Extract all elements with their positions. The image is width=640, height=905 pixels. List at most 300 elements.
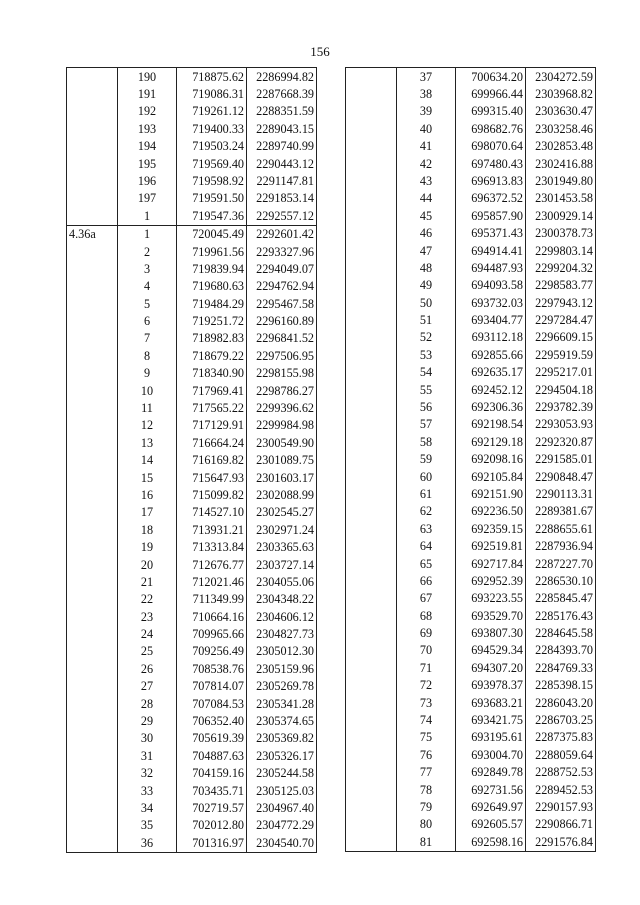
y-coordinate-cell: 2286994.82 <box>247 68 317 86</box>
point-number-cell: 58 <box>397 433 456 450</box>
table-row <box>346 503 596 520</box>
table-row <box>346 659 596 676</box>
y-coordinate-cell: 2305269.78 <box>247 678 317 695</box>
object-id-cell <box>346 120 397 137</box>
x-coordinate-cell: 719961.56 <box>177 243 247 260</box>
object-id-cell <box>67 243 118 260</box>
y-coordinate-cell: 2289740.99 <box>247 138 317 155</box>
x-coordinate-cell: 710664.16 <box>177 608 247 625</box>
object-id-cell <box>346 833 397 851</box>
x-coordinate-cell: 719547.36 <box>177 207 247 225</box>
y-coordinate-cell: 2292557.12 <box>247 207 317 225</box>
object-id-cell <box>346 207 397 224</box>
point-number-cell: 30 <box>118 730 177 747</box>
object-id-cell <box>346 155 397 172</box>
x-coordinate-cell: 703435.71 <box>177 782 247 799</box>
x-coordinate-cell: 693223.55 <box>456 590 526 607</box>
table-row <box>67 730 317 747</box>
object-id-cell <box>346 451 397 468</box>
object-id-cell <box>346 520 397 537</box>
y-coordinate-cell: 2303968.82 <box>526 85 596 102</box>
object-id-cell <box>67 85 118 102</box>
y-coordinate-cell: 2295919.59 <box>526 346 596 363</box>
y-coordinate-cell: 2305341.28 <box>247 695 317 712</box>
object-id-cell <box>346 590 397 607</box>
object-id-cell <box>67 504 118 521</box>
x-coordinate-cell: 692649.97 <box>456 798 526 815</box>
y-coordinate-cell: 2305244.58 <box>247 765 317 782</box>
table-row <box>346 572 596 589</box>
point-number-cell: 65 <box>397 555 456 572</box>
y-coordinate-cell: 2305125.03 <box>247 782 317 799</box>
x-coordinate-cell: 692151.90 <box>456 485 526 502</box>
table-row <box>346 677 596 694</box>
y-coordinate-cell: 2304272.59 <box>526 68 596 86</box>
x-coordinate-cell: 693112.18 <box>456 329 526 346</box>
object-id-cell <box>346 468 397 485</box>
y-coordinate-cell: 2305326.17 <box>247 747 317 764</box>
object-id-cell <box>346 311 397 328</box>
y-coordinate-cell: 2304055.06 <box>247 573 317 590</box>
point-number-cell: 191 <box>118 85 177 102</box>
y-coordinate-cell: 2287668.39 <box>247 85 317 102</box>
x-coordinate-cell: 699966.44 <box>456 85 526 102</box>
y-coordinate-cell: 2305012.30 <box>247 643 317 660</box>
y-coordinate-cell: 2293327.96 <box>247 243 317 260</box>
object-id-cell <box>67 678 118 695</box>
object-id-cell <box>67 608 118 625</box>
x-coordinate-cell: 701316.97 <box>177 834 247 852</box>
table-row <box>67 120 317 137</box>
table-row <box>67 695 317 712</box>
x-coordinate-cell: 693004.70 <box>456 746 526 763</box>
object-id-cell <box>346 625 397 642</box>
point-number-cell: 57 <box>397 416 456 433</box>
point-number-cell: 44 <box>397 190 456 207</box>
table-row <box>346 433 596 450</box>
table-row <box>67 521 317 538</box>
table-row <box>346 294 596 311</box>
point-number-cell: 34 <box>118 799 177 816</box>
table-row <box>67 712 317 729</box>
table-row <box>67 103 317 120</box>
x-coordinate-cell: 694093.58 <box>456 277 526 294</box>
object-id-cell <box>67 765 118 782</box>
x-coordinate-cell: 694307.20 <box>456 659 526 676</box>
table-row <box>67 278 317 295</box>
y-coordinate-cell: 2301949.80 <box>526 172 596 189</box>
object-id-cell <box>346 172 397 189</box>
object-id-cell <box>346 503 397 520</box>
point-number-cell: 77 <box>397 764 456 781</box>
object-id-cell <box>67 190 118 207</box>
y-coordinate-cell: 2293053.93 <box>526 416 596 433</box>
table-row <box>346 642 596 659</box>
point-number-cell: 20 <box>118 556 177 573</box>
table-row <box>346 242 596 259</box>
x-coordinate-cell: 693421.75 <box>456 711 526 728</box>
object-id-cell <box>346 572 397 589</box>
table-row <box>67 347 317 364</box>
y-coordinate-cell: 2284645.58 <box>526 625 596 642</box>
point-number-cell: 64 <box>397 538 456 555</box>
x-coordinate-cell: 708538.76 <box>177 660 247 677</box>
point-number-cell: 35 <box>118 817 177 834</box>
point-number-cell: 11 <box>118 399 177 416</box>
table-row <box>346 329 596 346</box>
y-coordinate-cell: 2291576.84 <box>526 833 596 851</box>
x-coordinate-cell: 692306.36 <box>456 398 526 415</box>
y-coordinate-cell: 2299396.62 <box>247 399 317 416</box>
y-coordinate-cell: 2295467.58 <box>247 295 317 312</box>
x-coordinate-cell: 719839.94 <box>177 260 247 277</box>
table-row <box>67 556 317 573</box>
object-id-cell <box>346 103 397 120</box>
object-id-cell <box>346 277 397 294</box>
object-id-cell <box>67 207 118 225</box>
point-number-cell: 62 <box>397 503 456 520</box>
object-id-cell <box>346 225 397 242</box>
object-id-cell <box>67 730 118 747</box>
x-coordinate-cell: 711349.99 <box>177 591 247 608</box>
point-number-cell: 53 <box>397 346 456 363</box>
y-coordinate-cell: 2285845.47 <box>526 590 596 607</box>
object-id-cell <box>67 712 118 729</box>
object-id-cell <box>67 417 118 434</box>
table-row <box>346 259 596 276</box>
x-coordinate-cell: 692452.12 <box>456 381 526 398</box>
object-id-cell <box>67 782 118 799</box>
point-number-cell: 36 <box>118 834 177 852</box>
point-number-cell: 22 <box>118 591 177 608</box>
object-id-cell <box>67 382 118 399</box>
table-row <box>346 468 596 485</box>
point-number-cell: 193 <box>118 120 177 137</box>
table-row <box>67 243 317 260</box>
object-id-cell <box>346 694 397 711</box>
object-id-cell <box>67 155 118 172</box>
object-id-cell <box>346 642 397 659</box>
y-coordinate-cell: 2299803.14 <box>526 242 596 259</box>
x-coordinate-cell: 693195.61 <box>456 729 526 746</box>
object-id-cell <box>67 138 118 155</box>
y-coordinate-cell: 2288351.59 <box>247 103 317 120</box>
y-coordinate-cell: 2302545.27 <box>247 504 317 521</box>
y-coordinate-cell: 2297284.47 <box>526 311 596 328</box>
y-coordinate-cell: 2288059.64 <box>526 746 596 763</box>
point-number-cell: 2 <box>118 243 177 260</box>
x-coordinate-cell: 716664.24 <box>177 434 247 451</box>
object-id-cell <box>346 190 397 207</box>
y-coordinate-cell: 2287936.94 <box>526 538 596 555</box>
table-row <box>346 416 596 433</box>
x-coordinate-cell: 718982.83 <box>177 330 247 347</box>
point-number-cell: 69 <box>397 625 456 642</box>
object-id-cell <box>346 381 397 398</box>
x-coordinate-cell: 718875.62 <box>177 68 247 86</box>
object-id-cell <box>67 452 118 469</box>
x-coordinate-cell: 715647.93 <box>177 469 247 486</box>
object-id-cell <box>67 834 118 852</box>
point-number-cell: 45 <box>397 207 456 224</box>
x-coordinate-cell: 694914.41 <box>456 242 526 259</box>
x-coordinate-cell: 707814.07 <box>177 678 247 695</box>
object-id-cell <box>67 434 118 451</box>
point-number-cell: 37 <box>397 68 456 86</box>
object-id-cell <box>346 729 397 746</box>
table-row <box>346 833 596 851</box>
point-number-cell: 43 <box>397 172 456 189</box>
object-id-cell <box>346 781 397 798</box>
table-row <box>346 746 596 763</box>
point-number-cell: 8 <box>118 347 177 364</box>
x-coordinate-cell: 717129.91 <box>177 417 247 434</box>
y-coordinate-cell: 2286703.25 <box>526 711 596 728</box>
x-coordinate-cell: 719484.29 <box>177 295 247 312</box>
table-row <box>346 207 596 224</box>
point-number-cell: 195 <box>118 155 177 172</box>
x-coordinate-cell: 718340.90 <box>177 365 247 382</box>
point-number-cell: 47 <box>397 242 456 259</box>
point-number-cell: 194 <box>118 138 177 155</box>
point-number-cell: 63 <box>397 520 456 537</box>
point-number-cell: 42 <box>397 155 456 172</box>
point-number-cell: 76 <box>397 746 456 763</box>
x-coordinate-cell: 702719.57 <box>177 799 247 816</box>
table-row <box>346 451 596 468</box>
x-coordinate-cell: 692359.15 <box>456 520 526 537</box>
x-coordinate-cell: 692236.50 <box>456 503 526 520</box>
point-number-cell: 72 <box>397 677 456 694</box>
y-coordinate-cell: 2305374.65 <box>247 712 317 729</box>
table-row <box>346 190 596 207</box>
table-row <box>67 330 317 347</box>
y-coordinate-cell: 2298155.98 <box>247 365 317 382</box>
point-number-cell: 13 <box>118 434 177 451</box>
point-number-cell: 80 <box>397 816 456 833</box>
x-coordinate-cell: 696913.83 <box>456 172 526 189</box>
table-row <box>346 538 596 555</box>
y-coordinate-cell: 2290157.93 <box>526 798 596 815</box>
table-row <box>67 591 317 608</box>
table-row <box>346 729 596 746</box>
point-number-cell: 1 <box>118 207 177 225</box>
table-row <box>346 398 596 415</box>
page-number: 156 <box>310 44 330 59</box>
y-coordinate-cell: 2289381.67 <box>526 503 596 520</box>
x-coordinate-cell: 692198.54 <box>456 416 526 433</box>
y-coordinate-cell: 2304772.29 <box>247 817 317 834</box>
point-number-cell: 75 <box>397 729 456 746</box>
y-coordinate-cell: 2290443.12 <box>247 155 317 172</box>
point-number-cell: 68 <box>397 607 456 624</box>
object-id-cell <box>346 138 397 155</box>
object-id-cell <box>67 295 118 312</box>
object-id-cell <box>346 416 397 433</box>
x-coordinate-cell: 696372.52 <box>456 190 526 207</box>
x-coordinate-cell: 693529.70 <box>456 607 526 624</box>
object-id-cell <box>346 816 397 833</box>
point-number-cell: 51 <box>397 311 456 328</box>
point-number-cell: 38 <box>397 85 456 102</box>
x-coordinate-cell: 704159.16 <box>177 765 247 782</box>
point-number-cell: 48 <box>397 259 456 276</box>
y-coordinate-cell: 2299984.98 <box>247 417 317 434</box>
object-id-cell <box>67 591 118 608</box>
x-coordinate-cell: 692519.81 <box>456 538 526 555</box>
point-number-cell: 5 <box>118 295 177 312</box>
y-coordinate-cell: 2303258.46 <box>526 120 596 137</box>
table-row <box>67 678 317 695</box>
y-coordinate-cell: 2304540.70 <box>247 834 317 852</box>
point-number-cell: 67 <box>397 590 456 607</box>
y-coordinate-cell: 2300929.14 <box>526 207 596 224</box>
point-number-cell: 79 <box>397 798 456 815</box>
point-number-cell: 70 <box>397 642 456 659</box>
object-id-cell <box>67 573 118 590</box>
y-coordinate-cell: 2294504.18 <box>526 381 596 398</box>
table-row <box>67 486 317 503</box>
table-row <box>67 138 317 155</box>
y-coordinate-cell: 2287375.83 <box>526 729 596 746</box>
object-id-cell <box>67 347 118 364</box>
table-row <box>67 85 317 102</box>
point-number-cell: 15 <box>118 469 177 486</box>
x-coordinate-cell: 714527.10 <box>177 504 247 521</box>
table-row <box>67 782 317 799</box>
point-number-cell: 29 <box>118 712 177 729</box>
table-row <box>346 85 596 102</box>
y-coordinate-cell: 2288752.53 <box>526 764 596 781</box>
x-coordinate-cell: 692129.18 <box>456 433 526 450</box>
table-row <box>67 225 317 243</box>
x-coordinate-cell: 719400.33 <box>177 120 247 137</box>
point-number-cell: 78 <box>397 781 456 798</box>
table-row <box>346 555 596 572</box>
object-id-cell <box>67 747 118 764</box>
y-coordinate-cell: 2293782.39 <box>526 398 596 415</box>
x-coordinate-cell: 707084.53 <box>177 695 247 712</box>
point-number-cell: 192 <box>118 103 177 120</box>
y-coordinate-cell: 2304827.73 <box>247 626 317 643</box>
y-coordinate-cell: 2292320.87 <box>526 433 596 450</box>
object-id-cell <box>346 68 397 86</box>
object-id-cell <box>346 242 397 259</box>
x-coordinate-cell: 692098.16 <box>456 451 526 468</box>
table-row <box>67 207 317 225</box>
table-row <box>346 346 596 363</box>
x-coordinate-cell: 695371.43 <box>456 225 526 242</box>
point-number-cell: 55 <box>397 381 456 398</box>
object-id-cell <box>67 660 118 677</box>
x-coordinate-cell: 693807.30 <box>456 625 526 642</box>
point-number-cell: 40 <box>397 120 456 137</box>
point-number-cell: 73 <box>397 694 456 711</box>
y-coordinate-cell: 2288655.61 <box>526 520 596 537</box>
table-row <box>346 694 596 711</box>
x-coordinate-cell: 719598.92 <box>177 172 247 189</box>
table-row <box>67 417 317 434</box>
x-coordinate-cell: 719086.31 <box>177 85 247 102</box>
y-coordinate-cell: 2291585.01 <box>526 451 596 468</box>
table-row <box>346 364 596 381</box>
y-coordinate-cell: 2305159.96 <box>247 660 317 677</box>
object-id-cell <box>346 677 397 694</box>
object-id-cell <box>67 486 118 503</box>
y-coordinate-cell: 2290866.71 <box>526 816 596 833</box>
point-number-cell: 9 <box>118 365 177 382</box>
x-coordinate-cell: 713931.21 <box>177 521 247 538</box>
object-id-cell: 4.36a <box>67 225 118 243</box>
object-id-cell <box>346 346 397 363</box>
table-row <box>346 138 596 155</box>
object-id-cell <box>67 68 118 86</box>
x-coordinate-cell: 715099.82 <box>177 486 247 503</box>
object-id-cell <box>67 521 118 538</box>
table-row <box>67 68 317 86</box>
table-row <box>346 590 596 607</box>
x-coordinate-cell: 712676.77 <box>177 556 247 573</box>
y-coordinate-cell: 2296609.15 <box>526 329 596 346</box>
y-coordinate-cell: 2303727.14 <box>247 556 317 573</box>
x-coordinate-cell: 704887.63 <box>177 747 247 764</box>
object-id-cell <box>67 312 118 329</box>
x-coordinate-cell: 694487.93 <box>456 259 526 276</box>
table-row <box>67 643 317 660</box>
point-number-cell: 21 <box>118 573 177 590</box>
y-coordinate-cell: 2298583.77 <box>526 277 596 294</box>
table-row <box>67 747 317 764</box>
table-row <box>346 520 596 537</box>
x-coordinate-cell: 719569.40 <box>177 155 247 172</box>
table-row <box>67 155 317 172</box>
x-coordinate-cell: 719680.63 <box>177 278 247 295</box>
point-number-cell: 190 <box>118 68 177 86</box>
y-coordinate-cell: 2302416.88 <box>526 155 596 172</box>
table-row <box>67 539 317 556</box>
point-number-cell: 3 <box>118 260 177 277</box>
point-number-cell: 16 <box>118 486 177 503</box>
table-row <box>346 381 596 398</box>
table-row <box>346 172 596 189</box>
x-coordinate-cell: 717565.22 <box>177 399 247 416</box>
table-row <box>346 277 596 294</box>
y-coordinate-cell: 2294762.94 <box>247 278 317 295</box>
object-id-cell <box>346 329 397 346</box>
y-coordinate-cell: 2301089.75 <box>247 452 317 469</box>
object-id-cell <box>67 643 118 660</box>
point-number-cell: 23 <box>118 608 177 625</box>
point-number-cell: 74 <box>397 711 456 728</box>
point-number-cell: 49 <box>397 277 456 294</box>
point-number-cell: 14 <box>118 452 177 469</box>
y-coordinate-cell: 2301603.17 <box>247 469 317 486</box>
y-coordinate-cell: 2284393.70 <box>526 642 596 659</box>
point-number-cell: 39 <box>397 103 456 120</box>
y-coordinate-cell: 2302088.99 <box>247 486 317 503</box>
y-coordinate-cell: 2299204.32 <box>526 259 596 276</box>
table-row <box>346 625 596 642</box>
x-coordinate-cell: 692598.16 <box>456 833 526 851</box>
y-coordinate-cell: 2296841.52 <box>247 330 317 347</box>
y-coordinate-cell: 2302853.48 <box>526 138 596 155</box>
y-coordinate-cell: 2298786.27 <box>247 382 317 399</box>
point-number-cell: 60 <box>397 468 456 485</box>
point-number-cell: 81 <box>397 833 456 851</box>
table-row <box>67 626 317 643</box>
y-coordinate-cell: 2304967.40 <box>247 799 317 816</box>
point-number-cell: 54 <box>397 364 456 381</box>
